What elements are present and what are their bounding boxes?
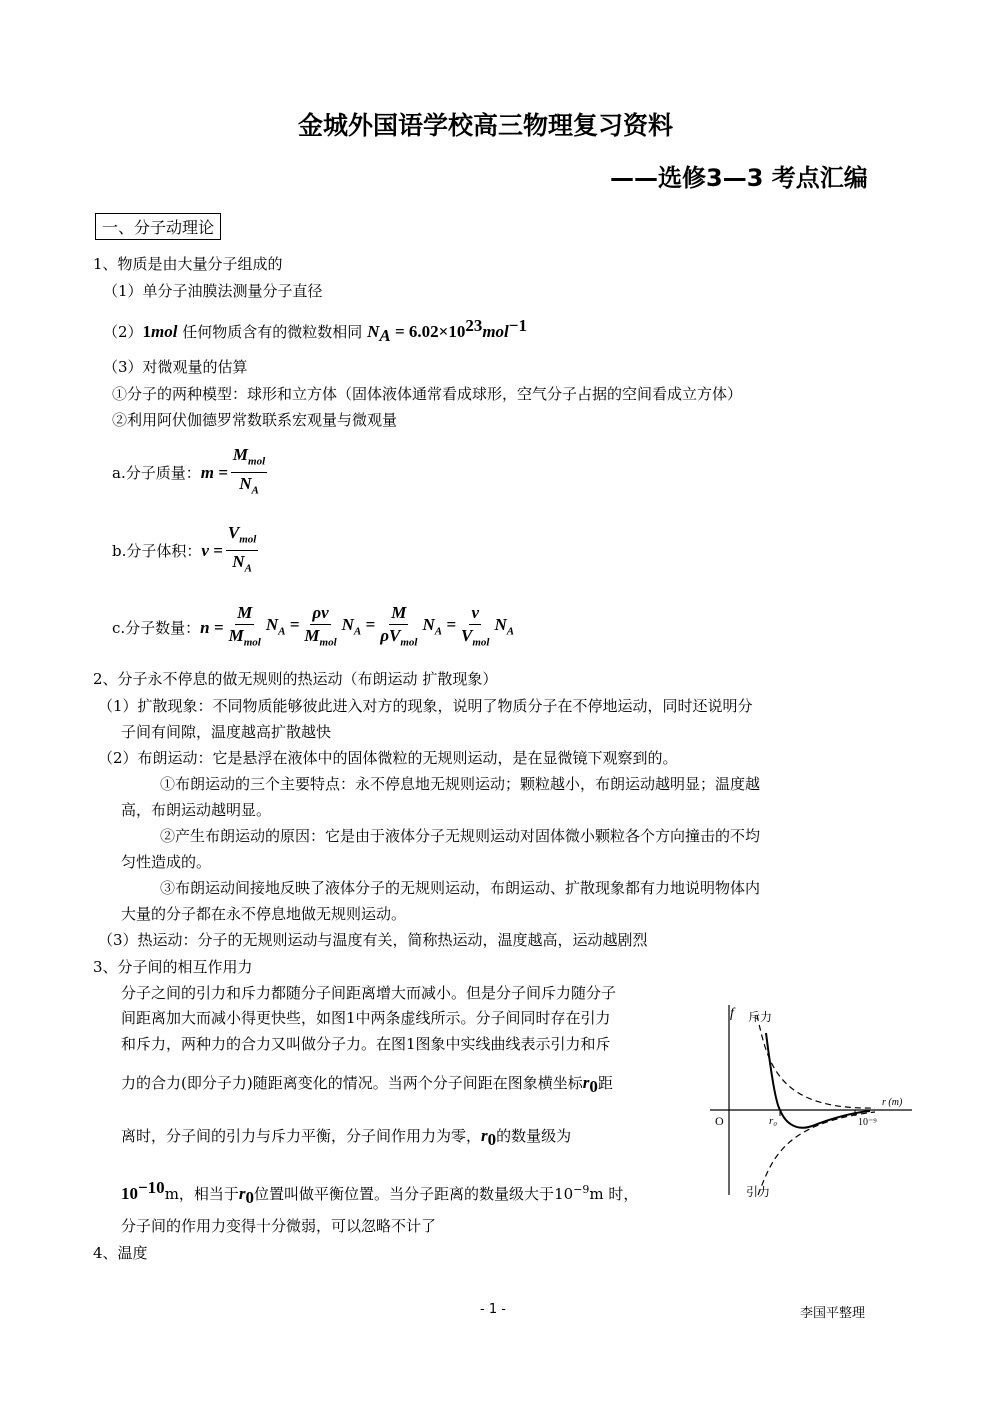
net-force-curve [766,1033,870,1128]
item1-sub3-p2: ②利用阿伏伽德罗常数联系宏观量与微观量 [112,411,398,429]
avogadro-unit: mol [482,322,509,341]
item2-title: 2、分子永不停息的做无规则的热运动（布朗运动 扩散现象） [93,670,498,688]
item1-sub3: （3）对微观量的估算 [103,358,248,376]
item2-p1-line1: （1）扩散现象：不同物质能够彼此进入对方的现象，说明了物质分子在不停地运动，同时还说明分 [98,697,753,715]
tick-label: 10⁻⁹ [858,1117,877,1128]
repulsion-label: 斥力 [748,1010,773,1024]
item2-p1-line2: 子间有间隙，温度越高扩散越快 [121,723,332,741]
formula-mass-label: a.分子质量： [112,463,201,482]
item1-sub2 [103,316,527,346]
origin-label: O [715,1114,724,1128]
item3-line4: 力的合力(即分子力)随距离变化的情况。当两个分子间距在图象横坐标$r_0$距 [121,1073,613,1096]
formula-count-expr: n = [200,617,224,637]
item4-title: 4、温度 [93,1244,148,1262]
item2-p2c-line1: ③布朗运动间接地反映了液体分子的无规则运动，布朗运动、扩散现象都有力地说明物体内 [160,879,761,897]
formula-mass-expr: m = [200,462,228,482]
item1-sub2-text: 任何物质含有的微粒数相同 [182,323,363,341]
section-heading: 一、分子动理论 [95,213,221,240]
mol-unit: mol [151,322,178,341]
formula-mass [112,445,270,501]
item3-line6: $10^{-10}m$，相当于$r_0$位置叫做平衡位置。当分子距离的数量级大于$10^{-9}m$ 时， [121,1178,639,1207]
avogadro-unit-exp: −1 [508,316,527,335]
formula-mass-fraction: $\frac{M_{mol}}{N_A}$ [232,445,266,497]
r0-label: r₀ [769,1115,778,1127]
item2-p2b-line1: ②产生布朗运动的原因：它是由于液体分子无规则运动对固体微小颗粒各个方向撞击的不均 [160,827,761,845]
item3-line7: 分子间的作用力变得十分微弱，可以忽略不计了 [121,1217,437,1235]
avogadro-exp: 23 [465,316,483,335]
item1-title: 1、物质是由大量分子组成的 [93,255,283,273]
mol-number: 1 [142,322,152,341]
item2-p2b-line2: 匀性造成的。 [121,853,212,871]
item2-p2c-line2: 大量的分子都在永不停息地做无规则运动。 [121,905,407,923]
document-title: 金城外国语学校高三物理复习资料 [298,111,674,140]
page-number: - 1 - [480,1302,506,1317]
footer-author: 李国平整理 [800,1306,866,1321]
r0-symbol: r [582,1073,590,1092]
item1-sub2-prefix: （2） [103,323,143,341]
avogadro-symbol: N [367,322,380,341]
r0-symbol: r [238,1184,246,1203]
item3-line5: 离时，分子间的引力与斥力平衡，分子间作用力为零，$r_0$的数量级为 [121,1126,572,1149]
f-axis-label: f [730,1006,734,1021]
item1-sub1: （1）单分子油膜法测量分子直径 [103,282,323,300]
formula-count-label: c.分子数量： [112,618,201,637]
r0-symbol: r [481,1126,488,1145]
formula-volume [112,523,261,579]
item3-line3: 和斥力，两种力的合力又叫做分子力。在图1图象中实线曲线表示引力和斥 [121,1035,611,1053]
item1-sub3-p1: ①分子的两种模型：球形和立方体（固体液体通常看成球形，空气分子占据的空间看成立方体） [112,385,743,403]
item2-p2: （2）布朗运动：它是悬浮在液体中的固体微粒的无规则运动，是在显微镜下观察到的。 [98,749,678,767]
attraction-label: 引力 [746,1185,771,1199]
formula-volume-label: b.分子体积： [112,541,202,560]
item3-line2: 间距离加大而减小得更快些，如图1中两条虚线所示。分子间同时存在引力 [121,1009,611,1027]
molecular-force-graph [700,995,920,1205]
formula-count: c.分子数量： n = $\frac{M}{M_{mol}}$ $N_A$ = $\frac{\rho v}{M_{mol}}$ $N_A$ = $\frac{M}{\rho V_{mol}}$ $N_A$ = $\frac{v}{V_{mol}}$ $N_A$ [112,603,515,649]
item3-line1: 分子之间的引力和斥力都随分子间距离增大而减小。但是分子间斥力随分子 [121,984,617,1002]
avogadro-sub: A [379,326,391,345]
document-subtitle: ——选修3—3 考点汇编 [610,164,868,192]
item3-title: 3、分子间的相互作用力 [93,958,253,976]
item2-p2a-line1: ①布朗运动的三个主要特点：永不停息地无规则运动；颗粒越小，布朗运动越明显；温度越 [160,775,761,793]
formula-volume-fraction: $\frac{V_{mol}}{N_A}$ [227,523,257,575]
item2-p3: （3）热运动：分子的无规则运动与温度有关，简称热运动，温度越高，运动越剧烈 [98,931,648,949]
item2-p2a-line2: 高，布朗运动越明显。 [121,801,272,819]
formula-volume-expr: v = [201,540,223,560]
avogadro-value: = 6.02×10 [390,322,466,341]
r-axis-label: r (m) [882,1097,903,1108]
